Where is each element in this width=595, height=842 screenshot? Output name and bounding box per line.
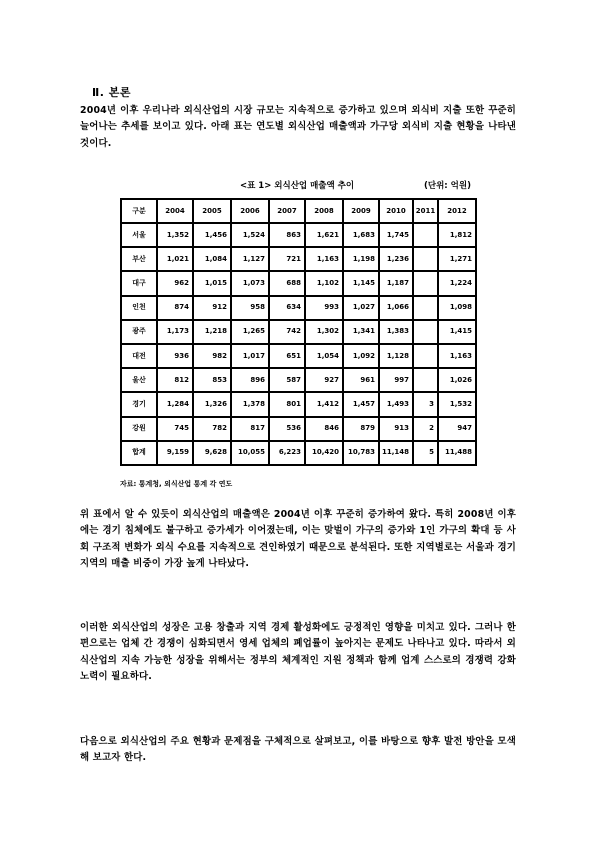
table-row [121, 344, 476, 368]
table-cell: 782 [193, 417, 231, 441]
table-row-label: 강원 [121, 417, 157, 441]
table-header-cell: 2012 [438, 199, 476, 223]
table-cell [413, 320, 438, 344]
table-cell: 1,021 [157, 247, 193, 271]
table-cell: 5 [413, 441, 438, 465]
table-cell: 1,236 [379, 247, 413, 271]
table-cell: 1,026 [438, 368, 476, 392]
table-cell: 896 [231, 368, 269, 392]
table-cell: 958 [231, 296, 269, 320]
table-cell: 742 [269, 320, 305, 344]
table-cell: 9,159 [157, 441, 193, 465]
table-cell: 1,341 [343, 320, 379, 344]
table-cell: 536 [269, 417, 305, 441]
table-row-label: 대구 [121, 271, 157, 295]
table-cell: 1,054 [305, 344, 343, 368]
table-cell: 1,378 [231, 392, 269, 416]
table-row-label: 대전 [121, 344, 157, 368]
table-cell: 863 [269, 223, 305, 247]
paragraph-implications: 이러한 외식산업의 성장은 고용 창출과 지역 경제 활성화에도 긍정적인 영향을 미치고 있다. 그러나 한편으로는 업체 간 경쟁이 심화되면서 영세 업체의 폐업률이 높아지는 문제도 나타나고 있다. 따라서 외식산업의 지속 가능한 성장을 위해서는 정부의 체계적인 지원 정책과 함께 업계 스스로의 경쟁력 강화 노력이 필요하다. [80, 622, 516, 683]
table-cell: 1,326 [193, 392, 231, 416]
table-row [121, 368, 476, 392]
table-cell: 9,628 [193, 441, 231, 465]
table-cell: 587 [269, 368, 305, 392]
table-cell: 997 [379, 368, 413, 392]
table-unit: (단위: 억원) [424, 181, 471, 191]
table-cell: 1,015 [193, 271, 231, 295]
table-cell: 1,302 [305, 320, 343, 344]
table-title: <표 1> 외식산업 매출액 추이 [240, 181, 355, 191]
table-row-label: 부산 [121, 247, 157, 271]
table-cell: 11,488 [438, 441, 476, 465]
table-row [121, 417, 476, 441]
table-cell: 1,415 [438, 320, 476, 344]
table-header-cell: 2011 [413, 199, 438, 223]
table-cell [413, 223, 438, 247]
table-cell: 2 [413, 417, 438, 441]
table-cell [413, 368, 438, 392]
table-row-label: 경기 [121, 392, 157, 416]
table-cell: 1,084 [193, 247, 231, 271]
table-cell: 1,493 [379, 392, 413, 416]
table-header-cell: 2005 [193, 199, 231, 223]
table-cell: 912 [193, 296, 231, 320]
table-cell: 1,812 [438, 223, 476, 247]
table-cell: 1,524 [231, 223, 269, 247]
table-cell: 1,224 [438, 271, 476, 295]
paragraph-intro: 2004년 이후 우리나라 외식산업의 시장 규모는 지속적으로 증가하고 있으며 외식비 지출 또한 꾸준히 늘어나는 추세를 보이고 있다. 아래 표는 연도별 외식산업 매출액과 가구당 외식비 지출 현황을 나타낸 것이다. [80, 105, 516, 149]
table-cell: 874 [157, 296, 193, 320]
table-cell: 1,352 [157, 223, 193, 247]
table-row [121, 223, 476, 247]
table-cell: 1,621 [305, 223, 343, 247]
table-header-cell: 구분 [121, 199, 157, 223]
table-source: 자료: 통계청, 외식산업 통계 각 연도 [120, 480, 233, 488]
table-row-label: 합계 [121, 441, 157, 465]
table-row-label: 서울 [121, 223, 157, 247]
table-cell: 1,532 [438, 392, 476, 416]
table-cell: 11,148 [379, 441, 413, 465]
table-row [121, 320, 476, 344]
table-cell: 936 [157, 344, 193, 368]
table-cell: 961 [343, 368, 379, 392]
table-cell: 3 [413, 392, 438, 416]
table-cell [413, 296, 438, 320]
table-row-label: 인천 [121, 296, 157, 320]
paragraph-next: 다음으로 외식산업의 주요 현황과 문제점을 구체적으로 살펴보고, 이를 바탕으로 향후 발전 방안을 모색해 보고자 한다. [80, 736, 516, 764]
data-table [120, 198, 477, 466]
table-cell: 1,198 [343, 247, 379, 271]
table-header-cell: 2009 [343, 199, 379, 223]
table-cell: 1,457 [343, 392, 379, 416]
table-header-cell: 2004 [157, 199, 193, 223]
table-cell: 1,066 [379, 296, 413, 320]
table-cell: 10,783 [343, 441, 379, 465]
table-row [121, 271, 476, 295]
table-cell [413, 247, 438, 271]
table-cell: 1,265 [231, 320, 269, 344]
table-cell: 962 [157, 271, 193, 295]
table-header-cell: 2007 [269, 199, 305, 223]
table-cell: 812 [157, 368, 193, 392]
table-header-row [121, 199, 476, 223]
table-row [121, 392, 476, 416]
table-cell: 1,187 [379, 271, 413, 295]
table-row [121, 247, 476, 271]
table-cell: 1,128 [379, 344, 413, 368]
table-cell: 1,218 [193, 320, 231, 344]
table-cell: 745 [157, 417, 193, 441]
table-cell [413, 344, 438, 368]
table-row [121, 296, 476, 320]
table-cell: 1,098 [438, 296, 476, 320]
table-cell: 1,284 [157, 392, 193, 416]
table-cell: 1,127 [231, 247, 269, 271]
table-cell: 913 [379, 417, 413, 441]
table-cell: 1,683 [343, 223, 379, 247]
table-row-label: 울산 [121, 368, 157, 392]
table-cell: 1,271 [438, 247, 476, 271]
table-cell: 853 [193, 368, 231, 392]
table-cell: 1,383 [379, 320, 413, 344]
table-cell: 10,055 [231, 441, 269, 465]
table-cell: 1,027 [343, 296, 379, 320]
table-cell: 1,092 [343, 344, 379, 368]
table-header-cell: 2006 [231, 199, 269, 223]
table-cell: 993 [305, 296, 343, 320]
table-cell [413, 271, 438, 295]
table-cell: 1,173 [157, 320, 193, 344]
section-heading: Ⅱ. 본론 [92, 86, 132, 99]
table-header-cell: 2010 [379, 199, 413, 223]
table-cell: 651 [269, 344, 305, 368]
table-cell: 982 [193, 344, 231, 368]
table-cell: 947 [438, 417, 476, 441]
paragraph-analysis: 위 표에서 알 수 있듯이 외식산업의 매출액은 2004년 이후 꾸준히 증가하여 왔다. 특히 2008년 이후에는 경기 침체에도 불구하고 증가세가 이어졌는데, 이는 맞벌이 가구의 증가와 1인 가구의 확대 등 사회 구조적 변화가 외식 수요를 지속적으로 견인하였기 때문으로 분석된다. 또한 지역별로는 서울과 경기 지역의 매출 비중이 가장 높게 나타났다. [80, 509, 516, 570]
table-cell: 1,412 [305, 392, 343, 416]
table-cell: 1,163 [305, 247, 343, 271]
table-header-cell: 2008 [305, 199, 343, 223]
table-cell: 1,145 [343, 271, 379, 295]
table-cell: 634 [269, 296, 305, 320]
table-cell: 688 [269, 271, 305, 295]
table-cell: 1,073 [231, 271, 269, 295]
table-cell: 817 [231, 417, 269, 441]
table-cell: 6,223 [269, 441, 305, 465]
table-cell: 721 [269, 247, 305, 271]
table-cell: 927 [305, 368, 343, 392]
table-cell: 1,456 [193, 223, 231, 247]
table-cell: 1,745 [379, 223, 413, 247]
table-cell: 846 [305, 417, 343, 441]
table-cell: 1,017 [231, 344, 269, 368]
table-cell: 10,420 [305, 441, 343, 465]
table-cell: 801 [269, 392, 305, 416]
table-row [121, 441, 476, 465]
table-row-label: 광주 [121, 320, 157, 344]
table-cell: 1,102 [305, 271, 343, 295]
table-cell: 1,163 [438, 344, 476, 368]
table-cell: 879 [343, 417, 379, 441]
